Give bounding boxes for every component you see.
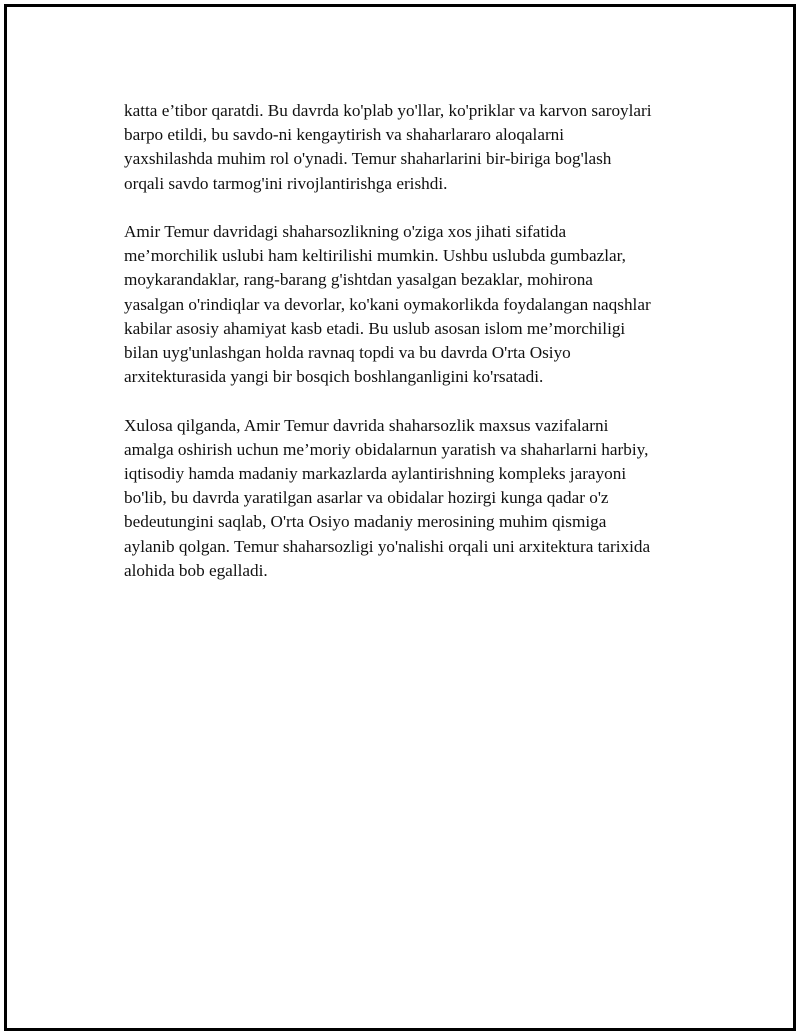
- text-line: orqali savdo tarmog'ini rivojlantirishga erishdi.: [124, 173, 448, 193]
- text-line: alohida bob egalladi.: [124, 560, 268, 580]
- text-line: katta e’tibor qaratdi. Bu davrda ko'plab yo'llar, ko'priklar va karvon saroylari: [124, 101, 652, 120]
- text-line: bo'lib, bu davrda yaratilgan asarlar va obidalar hozirgi kunga qadar o'z: [124, 488, 609, 508]
- text-line: bedeutungini saqlab, O'rta Osiyo madaniy merosining muhim qismiga: [124, 512, 607, 532]
- text-line: Xulosa qilganda, Amir Temur davrida shaharsozlik maxsus vazifalarni: [124, 415, 609, 435]
- text-line: me’morchilik uslubi ham keltirilishi mumkin. Ushbu uslubda gumbazlar,: [124, 246, 626, 266]
- text-line: yaxshilashda muhim rol o'ynadi. Temur shaharlarini bir-biriga bog'lash: [124, 149, 612, 169]
- text-line: amalga oshirish uchun me’moriy obidalarnun yaratish va shaharlarni harbiy,: [124, 439, 649, 459]
- text-line: aylanib qolgan. Temur shaharsozligi yo'nalishi orqali uni arxitektura tarixida: [124, 536, 651, 556]
- text-line: Amir Temur davridagi shaharsozlikning o'ziga xos jihati sifatida: [124, 222, 567, 241]
- paragraph-3: [124, 414, 704, 583]
- document-body: [124, 99, 704, 607]
- page-border: [4, 4, 796, 1031]
- paragraph-1: [124, 99, 704, 196]
- text-line: yasalgan o'rindiqlar va devorlar, ko'kani oymakorlikda foydalangan naqshlar: [124, 294, 651, 314]
- text-line: barpo etildi, bu savdo-ni kengaytirish va shaharlararo aloqalarni: [124, 125, 565, 145]
- text-line: kabilar asosiy ahamiyat kasb etadi. Bu uslub asosan islom me’morchiligi: [124, 318, 626, 338]
- text-line: arxitekturasida yangi bir bosqich boshlanganligini ko'rsatadi.: [124, 367, 544, 387]
- paragraph-2: [124, 220, 704, 389]
- text-line: iqtisodiy hamda madaniy markazlarda aylantirishning kompleks jarayoni: [124, 464, 627, 484]
- text-line: bilan uyg'unlashgan holda ravnaq topdi va bu davrda O'rta Osiyo: [124, 343, 571, 363]
- text-line: moykarandaklar, rang-barang g'ishtdan yasalgan bezaklar, mohirona: [124, 270, 593, 290]
